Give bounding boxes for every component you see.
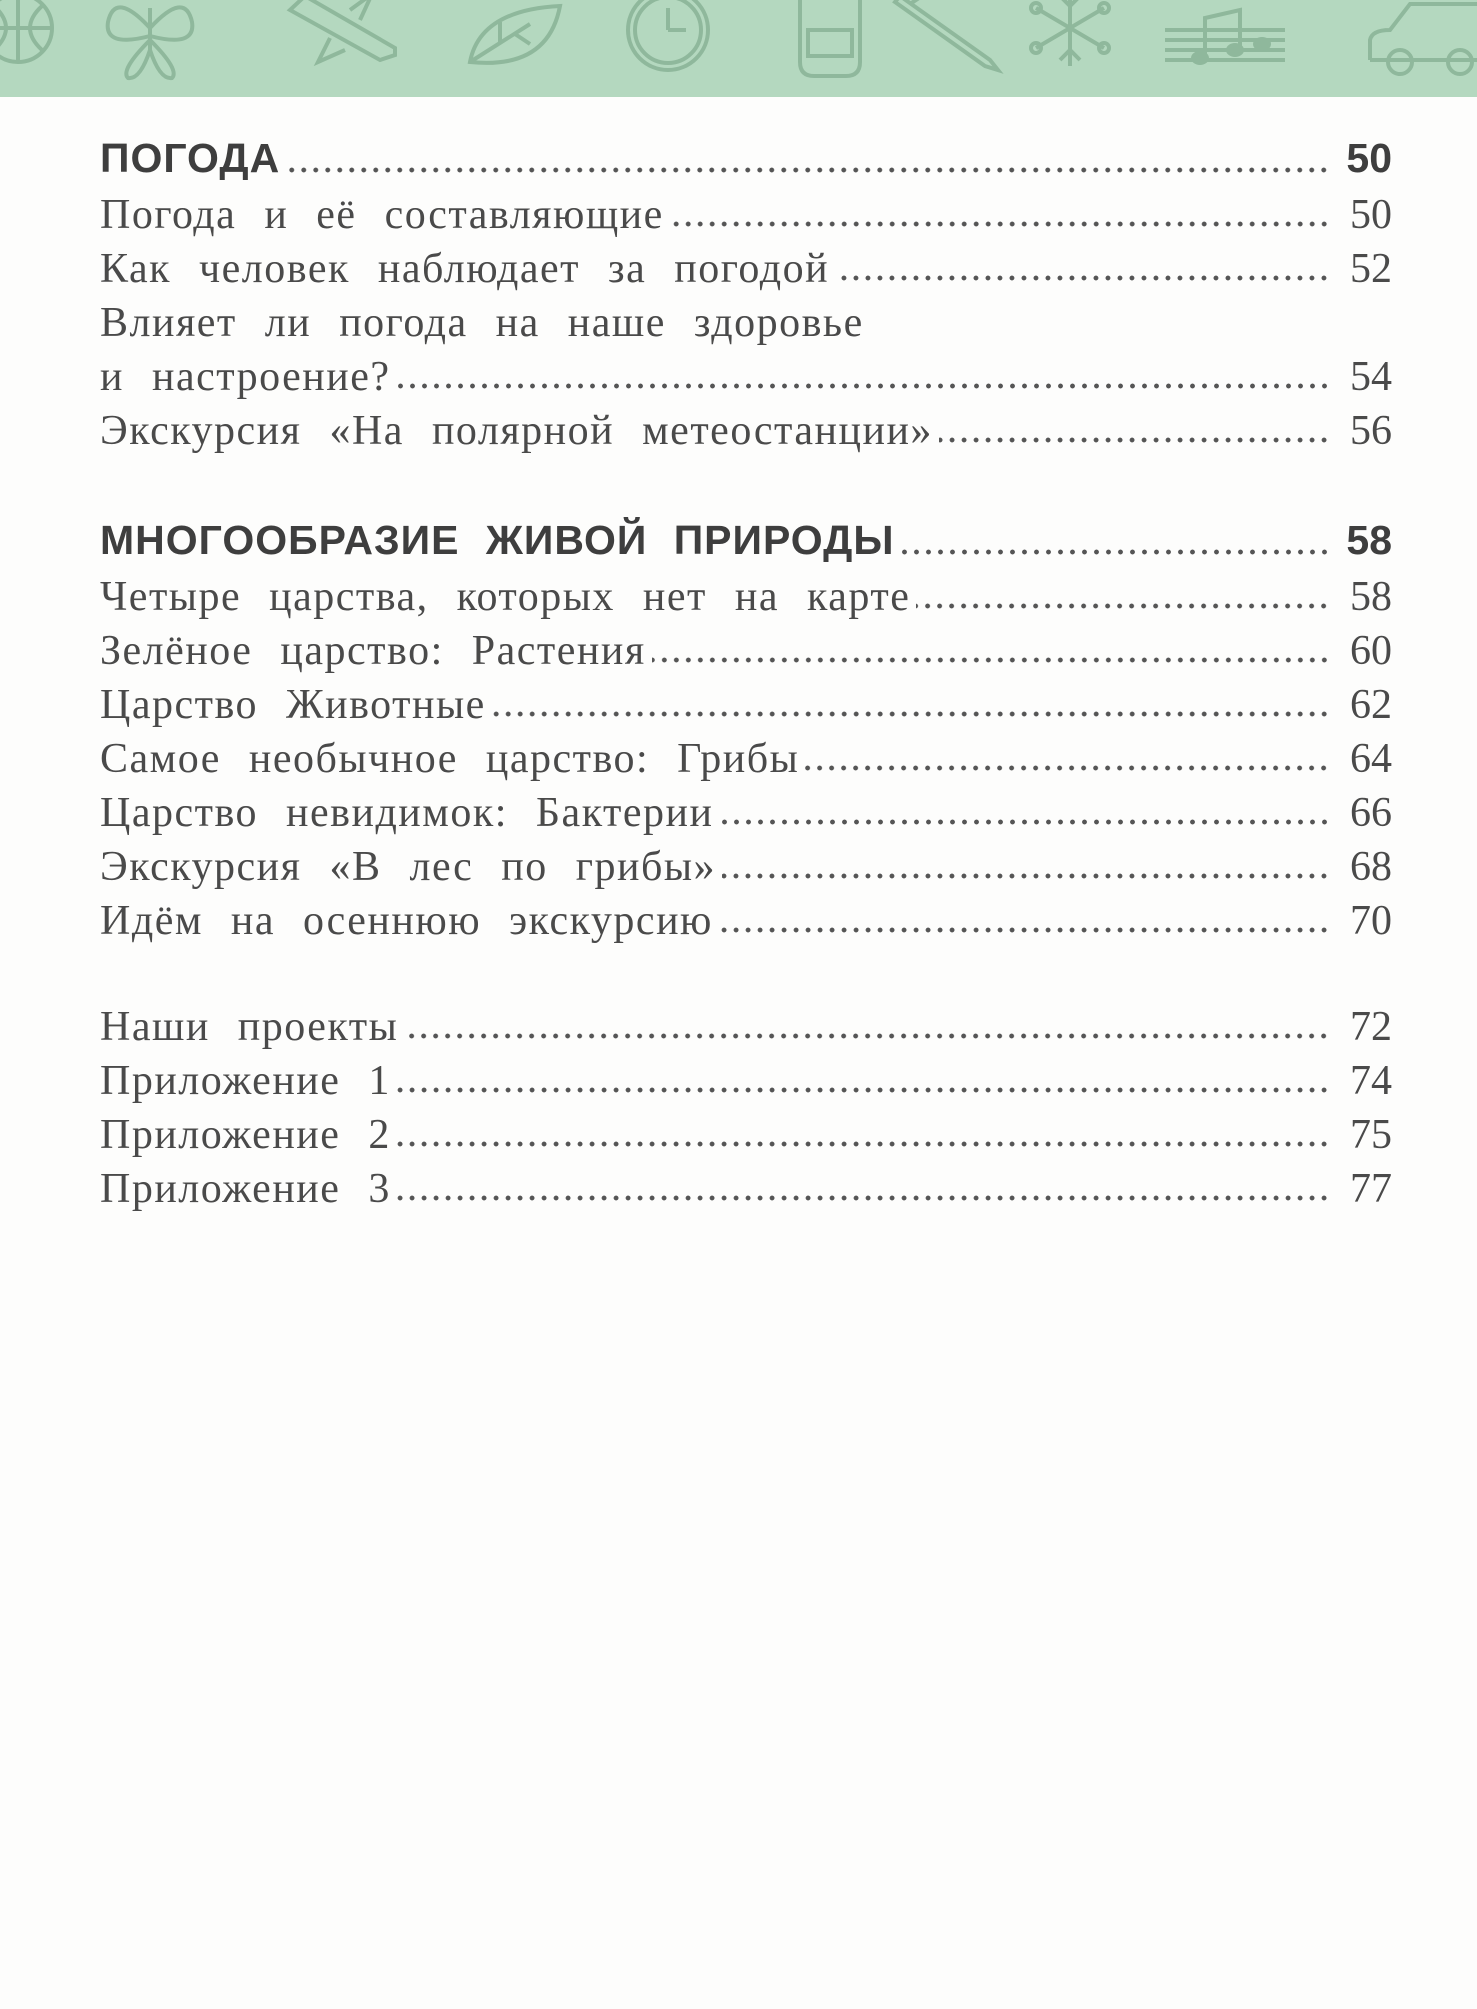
toc-page-number: 50 [1346,135,1392,181]
toc-entry-title: Идём на осеннюю экскурсию [100,898,713,944]
toc-entry[interactable] [100,296,1392,350]
backpack-icon [800,0,860,76]
toc-entry-title: Наши проекты [100,1004,399,1050]
toc-page-number: 70 [1350,898,1392,944]
dot-leader [939,436,1330,444]
toc-heading-title: МНОГООБРАЗИЕ ЖИВОЙ ПРИРОДЫ [100,517,895,563]
toc-page-number: 77 [1350,1166,1392,1212]
dot-leader [720,818,1331,826]
dot-leader [719,926,1330,934]
dot-leader [492,710,1330,718]
butterfly-icon [108,7,193,78]
toc-page-number: 75 [1350,1112,1392,1158]
toc-entry[interactable] [100,678,1392,732]
table-of-contents [100,128,1392,1268]
dot-leader [397,382,1331,390]
toc-entry[interactable] [100,242,1392,296]
toc-entry-title: Экскурсия «В лес по грибы» [100,844,717,890]
dot-leader [652,656,1330,664]
toc-entry[interactable] [100,188,1392,242]
clock-icon [628,0,708,70]
toc-page-number: 52 [1350,246,1392,292]
toc-heading[interactable] [100,510,1392,570]
dot-leader [670,220,1330,228]
toc-entry[interactable] [100,1108,1392,1162]
toc-page-number: 74 [1350,1058,1392,1104]
toc-heading[interactable] [100,128,1392,188]
toc-entry[interactable] [100,786,1392,840]
toc-entry-title: Влияет ли погода на наше здоровье [100,300,864,346]
snowflake-icon [1031,0,1109,66]
toc-entry[interactable] [100,732,1392,786]
dot-leader [397,1086,1330,1094]
toc-entry-title: Как человек наблюдает за погодой [100,246,830,292]
dot-leader [397,1140,1330,1148]
toc-page-number: 72 [1350,1004,1392,1050]
toc-entry-title: Зелёное царство: Растения [100,628,646,674]
dot-leader [722,872,1330,880]
toc-page-number: 64 [1350,736,1392,782]
music-notes-icon [1165,10,1285,63]
toc-page-number: 58 [1346,517,1392,563]
dot-leader [901,548,1330,556]
toc-entry-title: и настроение? [100,354,391,400]
pen-icon [895,0,998,70]
toc-entry[interactable] [100,404,1392,458]
toc-entry-title: Экскурсия «На полярной метеостанции» [100,408,933,454]
dot-leader [805,764,1330,772]
rocket-icon [290,0,395,62]
toc-page-number: 58 [1350,574,1392,620]
leaf-icon [470,6,560,63]
toc-entry[interactable] [100,1162,1392,1216]
toc-entry-title: Приложение 1 [100,1058,391,1104]
toc-section-nature [100,510,1392,948]
toc-page-number: 56 [1350,408,1392,454]
toc-entry-title: Царство Животные [100,682,486,728]
toc-page-number: 60 [1350,628,1392,674]
toc-page-number: 62 [1350,682,1392,728]
dot-leader [835,274,1330,282]
toc-entry-title: Четыре царства, которых нет на карте [100,574,911,620]
dot-leader [397,1194,1330,1202]
toc-entry[interactable] [100,1054,1392,1108]
decorative-banner [0,0,1477,97]
toc-page-number: 66 [1350,790,1392,836]
toc-entry[interactable] [100,894,1392,948]
dot-leader [916,602,1330,610]
toc-entry-title: Приложение 3 [100,1166,391,1212]
dot-leader [286,166,1330,174]
toc-entry-continuation[interactable] [100,350,1392,404]
toc-page-number: 50 [1350,192,1392,238]
toc-entry-title: Царство невидимок: Бактерии [100,790,714,836]
toc-heading-title: ПОГОДА [100,135,281,181]
toc-page-number: 68 [1350,844,1392,890]
car-icon [1370,4,1477,74]
toc-section-weather [100,128,1392,458]
toc-entry-title: Погода и её составляющие [100,192,664,238]
toc-entry-title: Самое необычное царство: Грибы [100,736,800,782]
toc-entry[interactable] [100,1000,1392,1054]
toc-entry-title: Приложение 2 [100,1112,391,1158]
toc-entry[interactable] [100,624,1392,678]
globe-icon [0,0,52,62]
toc-entry[interactable] [100,570,1392,624]
toc-page-number: 54 [1350,354,1392,400]
dot-leader [404,1032,1330,1040]
toc-entry[interactable] [100,840,1392,894]
toc-section-appendix [100,1000,1392,1216]
